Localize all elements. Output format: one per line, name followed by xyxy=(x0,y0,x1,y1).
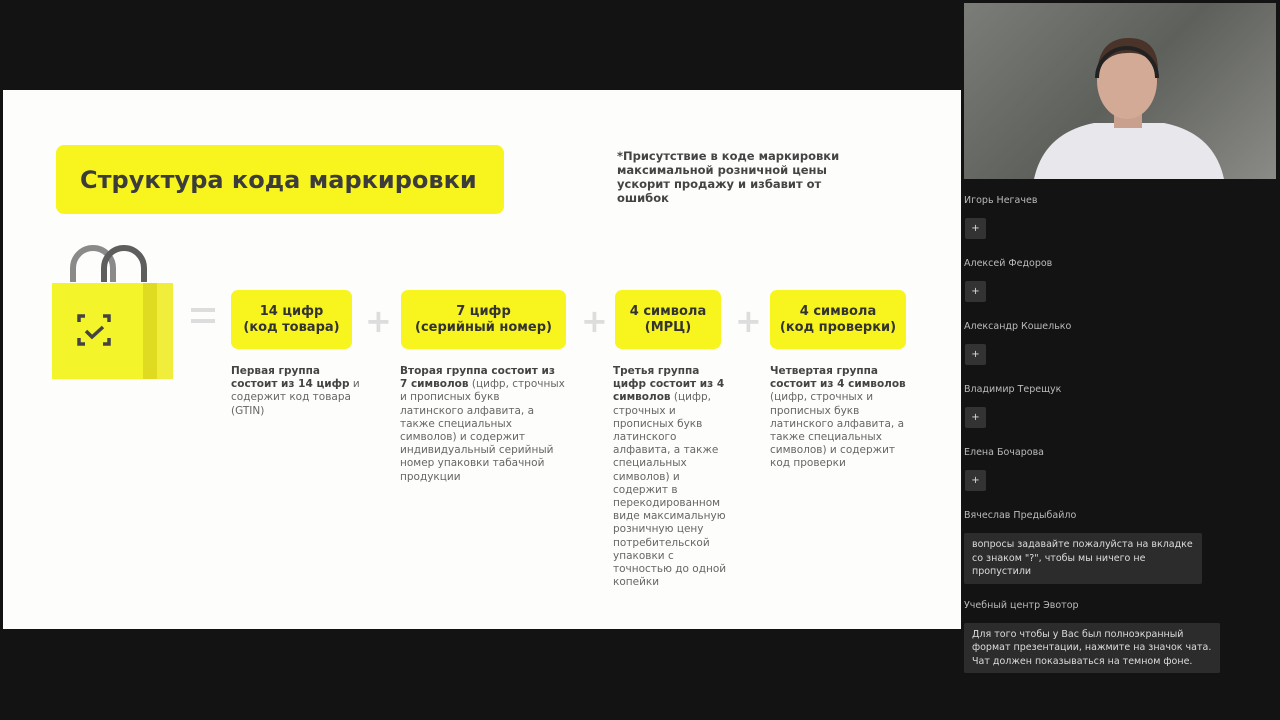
chat-panel xyxy=(964,195,1264,689)
participant-name: Александр Кошелько xyxy=(964,321,1072,332)
group-2-description xyxy=(400,365,565,484)
participant-name: Игорь Негачев xyxy=(964,195,1038,206)
pill-line1: 7 цифр xyxy=(456,303,511,319)
pill-line1: 14 цифр xyxy=(259,303,324,319)
add-button[interactable]: + xyxy=(965,470,986,491)
desc-text: и содержит код товара (GTIN) xyxy=(231,378,360,417)
add-button[interactable]: + xyxy=(965,281,986,302)
chat-message: вопросы задавайте пожалуйста на вкладке со знаком "?", чтобы мы ничего не пропустили xyxy=(964,533,1202,584)
desc-text: (цифр, строчных и прописных букв латинского алфавита, а также специальных символов) и содержит код проверки xyxy=(770,391,904,470)
pill-line2: (МРЦ) xyxy=(644,319,692,335)
message-author: Учебный центр Эвотор xyxy=(964,599,1079,611)
add-button[interactable]: + xyxy=(965,407,986,428)
add-button[interactable]: + xyxy=(965,218,986,239)
participant-name: Елена Бочарова xyxy=(964,447,1044,458)
group-1-pill xyxy=(231,290,352,349)
group-1-description xyxy=(231,365,361,418)
plus-icon: + xyxy=(365,302,392,340)
participant-name: Алексей Федоров xyxy=(964,258,1053,269)
desc-bold: Вторая группа состоит из 7 символов xyxy=(400,365,555,391)
chat-message: Для того чтобы у Вас был полноэкранный формат презентации, нажмите на значок чата. Чат должен показываться на темном фоне. xyxy=(964,623,1220,674)
desc-text: (цифр, строчных и прописных букв латинского алфавита, а также специальных символов) и содержит в перекодированном виде максимальную розничную цену потребительской упаковки с точностью до одной копейки xyxy=(613,391,727,589)
shopping-bag-icon xyxy=(51,240,176,390)
presentation-slide xyxy=(3,90,961,629)
equals-icon xyxy=(191,308,215,324)
pill-line1: 4 символа xyxy=(799,303,877,319)
pill-line2: (серийный номер) xyxy=(415,319,552,335)
plus-icon: + xyxy=(735,302,762,340)
pill-line2: (код товара) xyxy=(243,319,340,335)
group-2-pill xyxy=(401,290,566,349)
slide-title: Структура кода маркировки xyxy=(56,145,504,214)
desc-bold: Четвертая группа состоит из 4 символов xyxy=(770,365,906,391)
pill-line2: (код проверки) xyxy=(779,319,897,335)
participant-name: Владимир Терещук xyxy=(964,384,1062,395)
message-author: Вячеслав Предыбайло xyxy=(964,510,1077,521)
add-button[interactable]: + xyxy=(965,344,986,365)
slide-note: *Присутствие в коде маркировки максимальной розничной цены ускорит продажу и избавит от ошибок xyxy=(617,149,840,205)
desc-bold: Первая группа состоит из 14 цифр xyxy=(231,365,350,391)
group-3-description xyxy=(613,365,728,589)
group-4-pill xyxy=(770,290,906,349)
presenter-video-image xyxy=(964,3,1276,179)
group-3-pill xyxy=(615,290,721,349)
group-4-description xyxy=(770,365,912,471)
desc-bold: Третья группа цифр состоит из 4 символов xyxy=(613,365,725,404)
plus-icon: + xyxy=(581,302,608,340)
desc-text: (цифр, строчных и прописных букв латинского алфавита, а также специальных символов) и содержит индивидуальный серийный номер упаковки табачной продукции xyxy=(400,378,565,483)
webcam-video xyxy=(964,3,1276,179)
pill-line1: 4 символа xyxy=(629,303,707,319)
